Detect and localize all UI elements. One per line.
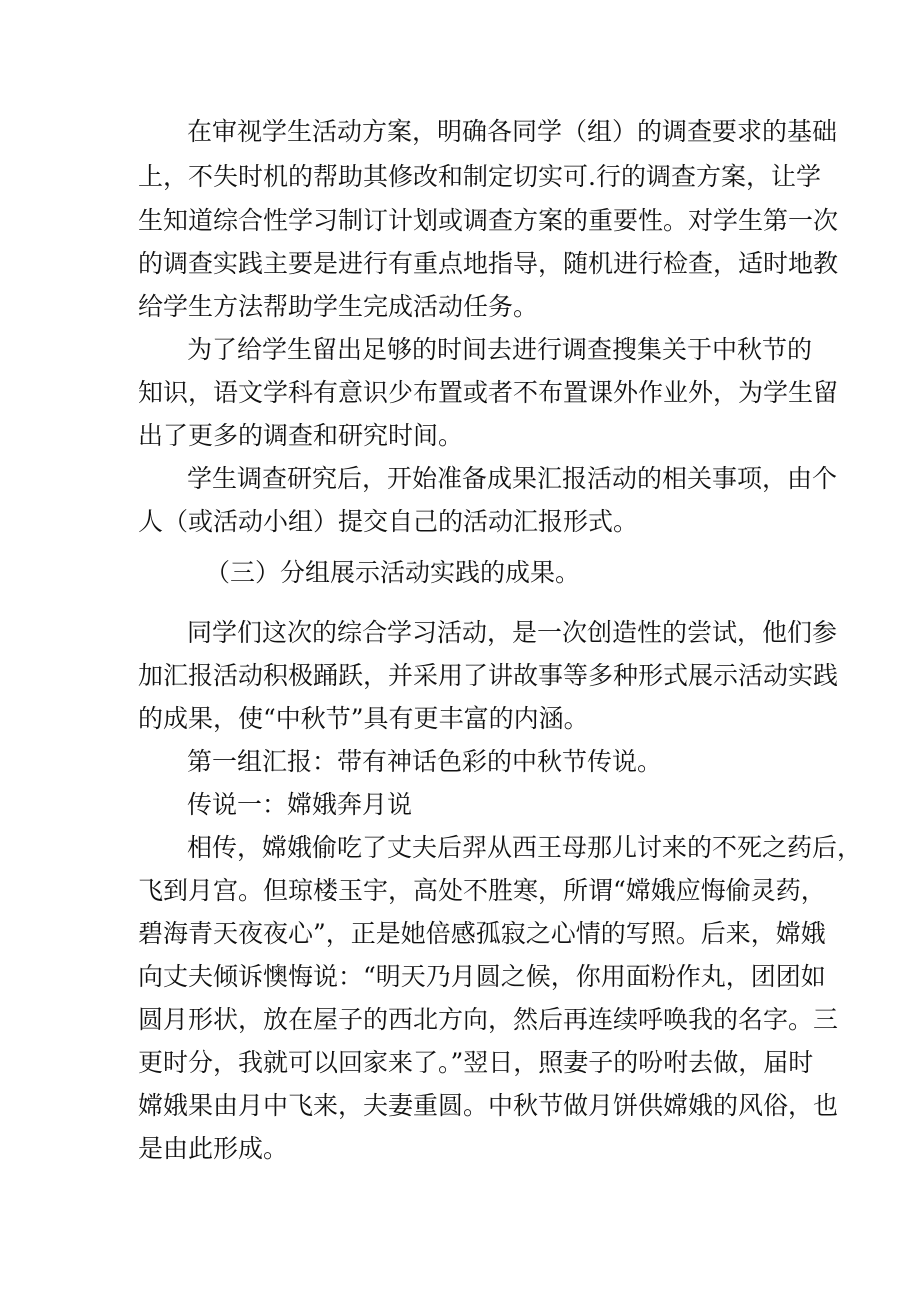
paragraph-5-line-4: 向丈夫倾诉懊悔说：“明天乃月圆之候，你用面粉作丸，团团如 [138, 962, 826, 991]
paragraph-2-line-2: 知识，语文学科有意识少布置或者不布置课外作业外，为学生留 [138, 378, 839, 407]
paragraph-5-line-1: 相传，嫦娥偷吃了丈夫后羿从西王母那儿讨来的不死之药后， [187, 833, 863, 862]
paragraph-5-line-2: 飞到月宫。但琼楼玉宇，高处不胜寒，所谓“嫦娥应悔偷灵药， [138, 876, 826, 905]
paragraph-4-line-2: 加汇报活动积极踊跃，并采用了讲故事等多种形式展示活动实践 [138, 661, 839, 690]
paragraph-4-line-3: 的成果，使“中秋节”具有更丰富的内涵。 [138, 704, 589, 733]
paragraph-5-line-3: 碧海青天夜夜心”，正是她倍感孤寂之心情的写照。后来，嫦娥 [138, 919, 826, 948]
paragraph-5-line-7: 嫦娥果由月中飞来，夫妻重圆。中秋节做月饼供嫦娥的风俗，也 [138, 1091, 839, 1120]
group-report-heading: 第一组汇报：带有神话色彩的中秋节传说。 [187, 747, 663, 776]
paragraph-5-line-5: 圆月形状，放在屋子的西北方向，然后再连续呼唤我的名字。三 [138, 1005, 839, 1034]
paragraph-1-line-3: 生知道综合性学习制订计划或调查方案的重要性。对学生第一次 [138, 206, 839, 235]
paragraph-2-line-3: 出了更多的调查和研究时间。 [138, 421, 464, 450]
paragraph-5-line-8: 是由此形成。 [138, 1134, 289, 1163]
paragraph-3-line-1: 学生调查研究后，开始准备成果汇报活动的相关事项，由个 [187, 464, 838, 493]
paragraph-3-line-2: 人（或活动小组）提交自己的活动汇报形式。 [138, 507, 639, 536]
legend-title: 传说一：嫦娥奔月说 [187, 790, 413, 819]
paragraph-1-line-2: 上，不失时机的帮助其修改和制定切实可.行的调查方案，让学 [138, 162, 821, 191]
paragraph-1-line-5: 给学生方法帮助学生完成活动任务。 [138, 292, 539, 321]
paragraph-2-line-1: 为了给学生留出足够的时间去进行调查搜集关于中秋节的 [187, 335, 813, 364]
paragraph-4-line-1: 同学们这次的综合学习活动，是一次创造性的尝试，他们参 [187, 618, 838, 647]
section-heading: （三）分组展示活动实践的成果。 [205, 558, 581, 587]
paragraph-1-line-4: 的调查实践主要是进行有重点地指导，随机进行检查，适时地教 [138, 249, 839, 278]
paragraph-1-line-1: 在审视学生活动方案，明确各同学（组）的调查要求的基础 [187, 117, 838, 146]
paragraph-5-line-6: 更时分，我就可以回家来了。”翌日，照妻子的吩咐去做，届时 [138, 1048, 814, 1077]
